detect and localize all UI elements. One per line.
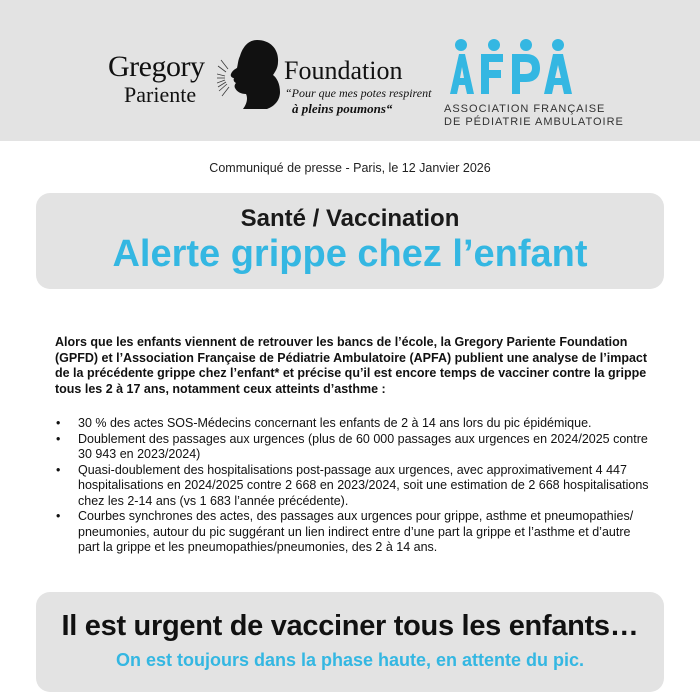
afpa-name-line-2: DE PÉDIATRIE AMBULATOIRE — [444, 116, 624, 128]
key-findings-list — [55, 416, 655, 556]
list-item-text: Courbes synchrones des actes, des passages aux urgences pour grippe, asthme et pneumopathies/ pneumonies, autour du pic suggérant un lien indirect entre d’une part la grippe et l’asthme et d’autre part la grippe et les pneumopathies/pneumonies, des 2 à 14 ans. — [78, 509, 634, 554]
call-to-action-subline: On est toujours dans la phase haute, en attente du pic. — [115, 650, 585, 670]
list-item-text: Doublement des passages aux urgences (plus de 60 000 passages aux urgences en 2024/2025 contre 30 943 en 2023/2024) — [78, 431, 648, 461]
bullet-icon: • — [56, 509, 61, 523]
list-item-text: Quasi-doublement des hospitalisations post-passage aux urgences, avec approximativement 4 447 hospitalisations en 2024/2025 contre 2 668 en 2023/2024, soit une estimation de 2 668 hospitalisations chez les 2-14 ans (vs 1 683 l’année précédente). — [78, 462, 649, 508]
afpa-logo — [440, 38, 624, 133]
call-to-action-box — [36, 592, 664, 692]
title-headline: Alerte grippe chez l’enfant — [112, 233, 588, 275]
title-kicker: Santé / Vaccination — [240, 205, 460, 232]
afpa-name-line-1: ASSOCIATION FRANÇAISE — [444, 103, 606, 115]
bullet-icon: • — [56, 416, 61, 430]
list-item — [55, 432, 655, 463]
press-release-dateline: Communiqué de presse - Paris, le 12 Janvier 2026 — [209, 161, 491, 175]
bullet-icon: • — [56, 462, 61, 477]
logo-word-foundation: Foundation — [284, 56, 403, 85]
logo-word-pariente: Pariente — [124, 82, 197, 107]
list-item — [55, 463, 655, 510]
child-silhouette-icon — [217, 38, 289, 110]
afpa-letters-logo-mark — [448, 38, 578, 94]
list-item — [55, 509, 655, 556]
call-to-action-headline: Il est urgent de vacciner tous les enfants… — [61, 610, 639, 642]
gregory-pariente-foundation-logo — [104, 40, 432, 120]
bullet-icon: • — [56, 431, 61, 446]
list-item — [55, 416, 655, 432]
header-band — [0, 0, 700, 141]
logo-tagline-line-2: à pleins poumons“ — [292, 101, 393, 116]
title-box — [36, 193, 664, 289]
list-item-text: 30 % des actes SOS-Médecins concernant les enfants de 2 à 14 ans lors du pic épidémique. — [78, 416, 592, 430]
logo-tagline-line-1: “Pour que mes potes respirent — [285, 86, 432, 100]
intro-paragraph: Alors que les enfants viennent de retrouver les bancs de l’école, la Gregory Pariente Foundation (GPFD) et l’Association Française de Pédiatrie Ambulatoire (APFA) publient une analyse de l’impact de la précédente grippe chez l’enfant* et précise qu’il est encore temps de vacciner contre la grippe tous les 2 à 17 ans, notamment ceux atteints d’asthme : — [55, 335, 648, 396]
logo-word-gregory: Gregory — [108, 50, 205, 83]
